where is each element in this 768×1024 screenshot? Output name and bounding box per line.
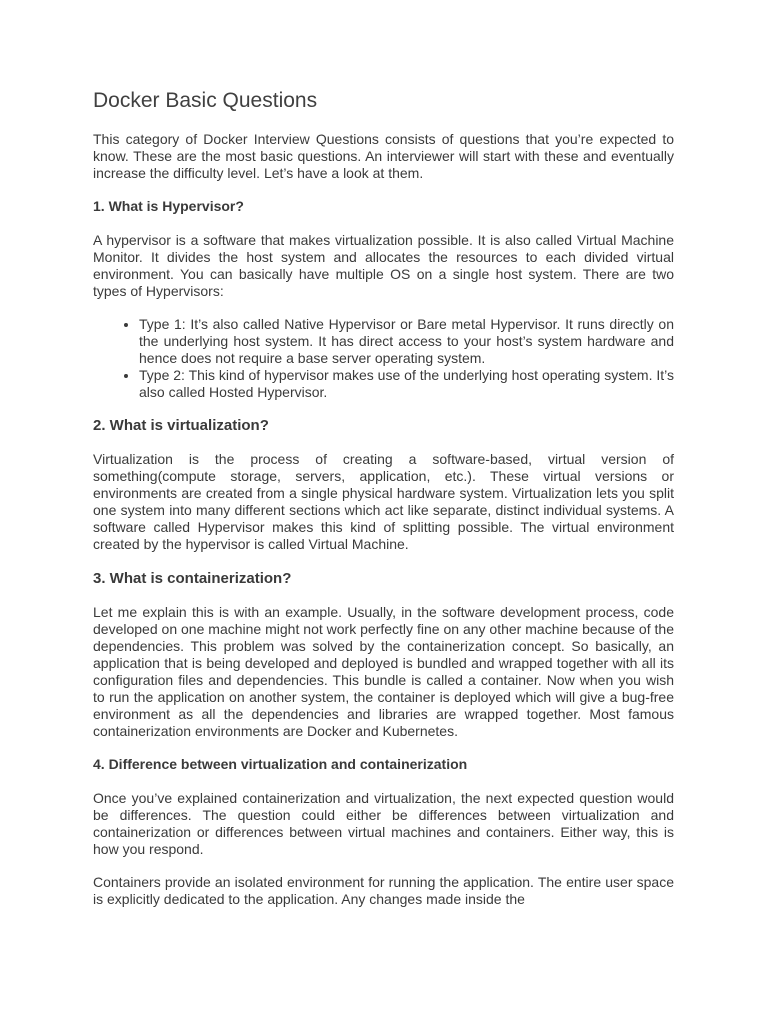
question-4-paragraph-1: Once you’ve explained containerization and virtualization, the next expected question would be differences. The question could either be differences between virtualization and containerization or differences between virtual machines and containers. Either way, this is how you respond.	[93, 790, 674, 857]
question-4-heading: 4. Difference between virtualization and containerization	[93, 756, 468, 772]
question-4-paragraph-2: Containers provide an isolated environment for running the application. The entire user space is explicitly dedicated to the application. Any changes made inside the	[93, 874, 674, 907]
question-2-paragraph: Virtualization is the process of creating a software-based, virtual version of something(compute storage, servers, application, etc.). These virtual versions or environments are created from a single physical hardware system. Virtualization lets you split one system into many different sections which act like separate, distinct individual systems. A software called Hypervisor makes this kind of splitting possible. The virtual environment created by the hypervisor is called Virtual Machine.	[93, 451, 674, 552]
hypervisor-types-list	[93, 316, 674, 401]
question-3-paragraph: Let me explain this is with an example. Usually, in the software development process, code developed on one machine might not work perfectly fine on any other machine because of the dependencies. This problem was solved by the containerization concept. So basically, an application that is being developed and deployed is bundled and wrapped together with all its configuration files and dependencies. This bundle is called a container. Now when you wish to run the application on another system, the container is deployed which will give a bug-free environment as all the dependencies and libraries are wrapped together. Most famous containerization environments are Docker and Kubernetes.	[93, 604, 674, 739]
question-2-heading: 2. What is virtualization?	[93, 417, 269, 434]
list-item: • Type 2: This kind of hypervisor makes use of the underlying host operating system. It’s also called Hosted Hypervisor.	[139, 367, 674, 401]
list-item: • Type 1: It’s also called Native Hypervisor or Bare metal Hypervisor. It runs directly on the underlying host system. It has direct access to your host’s system hardware and hence does not require a base server operating system.	[139, 316, 674, 367]
intro-paragraph: This category of Docker Interview Questions consists of questions that you’re expected to know. These are the most basic questions. An interviewer will start with these and eventually increase the difficulty level. Let’s have a look at them.	[93, 131, 674, 181]
question-1-heading: 1. What is Hypervisor?	[93, 198, 244, 214]
page-title: Docker Basic Questions	[93, 89, 318, 112]
document-page	[93, 87, 674, 924]
question-3-heading: 3. What is containerization?	[93, 570, 292, 587]
question-1-paragraph: A hypervisor is a software that makes virtualization possible. It is also called Virtual Machine Monitor. It divides the host system and allocates the resources to each divided virtual environment. You can basically have multiple OS on a single host system. There are two types of Hypervisors:	[93, 232, 674, 299]
